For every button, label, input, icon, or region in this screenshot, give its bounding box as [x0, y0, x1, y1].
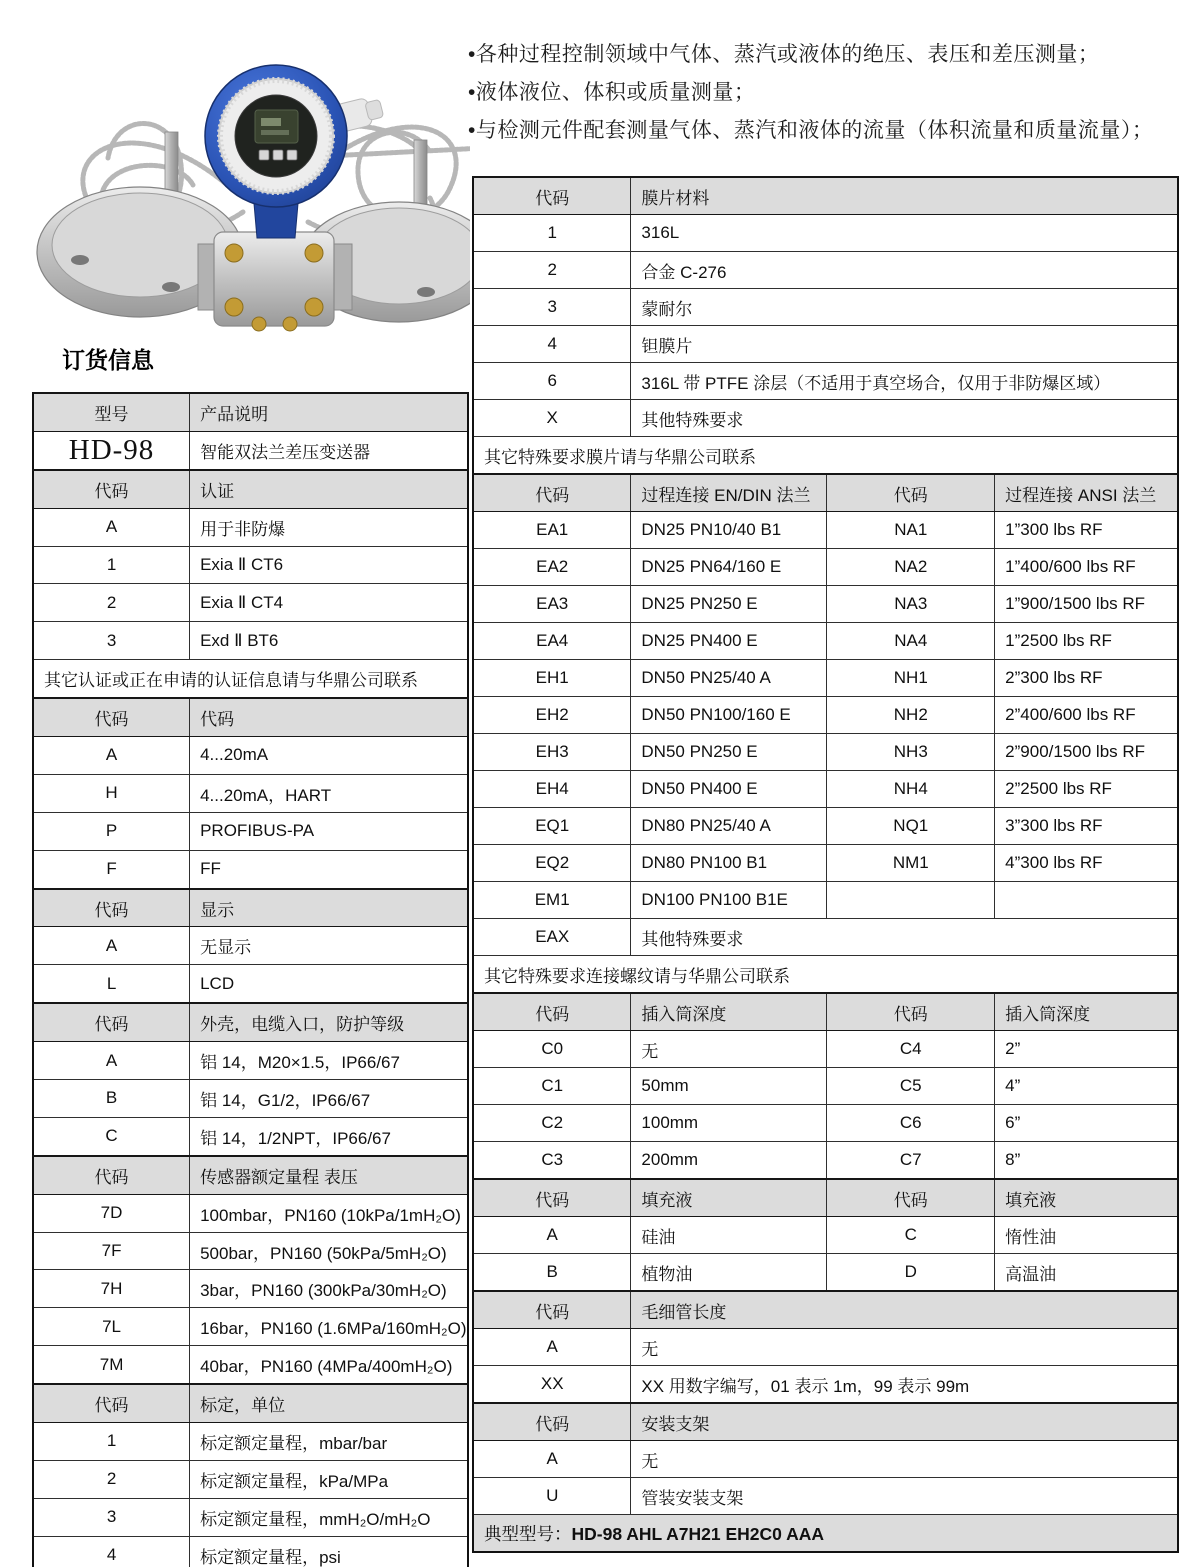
description-cell: 316L [631, 215, 1178, 252]
description-cell: 3bar，PN160 (300kPa/30mH₂O) [190, 1270, 468, 1308]
table-row [473, 1254, 1178, 1292]
code-cell: C6 [827, 1105, 995, 1142]
description-cell [995, 882, 1178, 919]
table-row [33, 812, 468, 850]
code-cell: EAX [473, 919, 631, 956]
column-header-cell: 代码 [33, 889, 190, 927]
description-cell: 316L 带 PTFE 涂层（不适用于真空场合，仅用于非防爆区域） [631, 363, 1178, 400]
description-cell: 2” [995, 1031, 1178, 1068]
code-cell: NH4 [827, 771, 995, 808]
table-row [473, 215, 1178, 252]
table-row [33, 965, 468, 1003]
column-header-cell: 填充液 [995, 1179, 1178, 1217]
code-cell: 3 [33, 622, 190, 660]
lcd-display [255, 110, 298, 143]
feature-item: •各种过程控制领域中气体、蒸汽或液体的绝压、表压和差压测量； [468, 43, 1100, 66]
table-row [473, 289, 1178, 326]
code-cell: NA1 [827, 512, 995, 549]
code-cell: EH4 [473, 771, 631, 808]
section-header-row [33, 393, 468, 431]
table-row [33, 1270, 468, 1308]
table-row [33, 1232, 468, 1270]
column-header-cell: 代码 [33, 1003, 190, 1041]
table-row [473, 734, 1178, 771]
description-cell: 200mm [631, 1142, 827, 1180]
code-cell: 7M [33, 1346, 190, 1384]
description-cell: DN80 PN100 B1 [631, 845, 827, 882]
description-cell: 无 [631, 1441, 1178, 1478]
code-cell: HD-98 [33, 431, 190, 469]
code-cell: C1 [473, 1068, 631, 1105]
section-header-row [33, 1003, 468, 1041]
section-header-row [33, 1156, 468, 1194]
description-cell: 标定额定量程，mbar/bar [190, 1423, 468, 1461]
table-row [33, 1308, 468, 1346]
description-cell: PROFIBUS-PA [190, 812, 468, 850]
code-cell: EA2 [473, 549, 631, 586]
feature-item: •与检测元件配套测量气体、蒸汽和液体的流量（体积流量和质量流量）； [468, 119, 1154, 142]
code-cell: 3 [33, 1498, 190, 1536]
description-cell: 其他特殊要求 [631, 919, 1178, 956]
section-header-row [473, 1291, 1178, 1329]
code-cell: EQ2 [473, 845, 631, 882]
description-cell: 4...20mA [190, 737, 468, 775]
description-cell: 标定额定量程，mmH₂O/mH₂O [190, 1498, 468, 1536]
code-cell: 7F [33, 1232, 190, 1270]
table-row [33, 546, 468, 584]
code-cell: 1 [33, 1423, 190, 1461]
code-cell: NQ1 [827, 808, 995, 845]
column-header-cell: 代码 [827, 1179, 995, 1217]
code-cell: NA3 [827, 586, 995, 623]
table-row [473, 1478, 1178, 1515]
code-cell: U [473, 1478, 631, 1515]
description-cell: 2”300 lbs RF [995, 660, 1178, 697]
description-cell: 其他特殊要求 [631, 400, 1178, 437]
table-row [33, 660, 468, 698]
code-cell: B [473, 1254, 631, 1292]
code-cell: EA1 [473, 512, 631, 549]
ordering-table-left [32, 392, 469, 1567]
description-cell: 其它特殊要求连接螺纹请与华鼎公司联系 [473, 956, 1178, 994]
ordering-table-right [472, 176, 1179, 1553]
code-cell: C4 [827, 1031, 995, 1068]
code-cell: 3 [473, 289, 631, 326]
table-row [33, 508, 468, 546]
description-cell: 4” [995, 1068, 1178, 1105]
table-row [473, 1366, 1178, 1404]
ordering-table-right-grid [472, 176, 1179, 1553]
column-header-cell: 显示 [190, 889, 468, 927]
code-cell: X [473, 400, 631, 437]
description-cell: 4”300 lbs RF [995, 845, 1178, 882]
column-header-cell: 安装支架 [631, 1403, 1178, 1441]
column-header-cell: 代码 [33, 1156, 190, 1194]
code-cell: NA4 [827, 623, 995, 660]
code-cell [827, 882, 995, 919]
description-cell: 2”400/600 lbs RF [995, 697, 1178, 734]
table-row [473, 326, 1178, 363]
code-cell: A [33, 927, 190, 965]
code-cell: A [473, 1329, 631, 1366]
description-cell: DN25 PN64/160 E [631, 549, 827, 586]
code-cell: C [827, 1217, 995, 1254]
code-cell: B [33, 1080, 190, 1118]
code-cell: NA2 [827, 549, 995, 586]
column-header-cell: 代码 [33, 698, 190, 736]
column-header-cell: 膜片材料 [631, 177, 1178, 215]
description-cell: 无 [631, 1031, 827, 1068]
description-cell: 1”900/1500 lbs RF [995, 586, 1178, 623]
code-cell: 7H [33, 1270, 190, 1308]
table-row [33, 927, 468, 965]
section-header-row [473, 993, 1178, 1031]
column-header-cell: 代码 [473, 1403, 631, 1441]
description-cell: 1”300 lbs RF [995, 512, 1178, 549]
column-header-cell: 过程连接 ANSI 法兰 [995, 474, 1178, 512]
description-cell: 2”2500 lbs RF [995, 771, 1178, 808]
code-cell: NM1 [827, 845, 995, 882]
table-row [473, 919, 1178, 956]
table-row [473, 771, 1178, 808]
code-cell: C [33, 1117, 190, 1155]
local-buttons [259, 150, 297, 160]
column-header-cell: 代码 [827, 993, 995, 1031]
description-cell: 其它特殊要求膜片请与华鼎公司联系 [473, 437, 1178, 475]
column-header-cell: 填充液 [631, 1179, 827, 1217]
product-photo [28, 40, 470, 338]
code-cell: A [33, 1042, 190, 1080]
table-row [473, 1142, 1178, 1180]
description-cell: 其它认证或正在申请的认证信息请与华鼎公司联系 [33, 660, 468, 698]
description-cell [473, 1515, 1178, 1553]
code-cell: EM1 [473, 882, 631, 919]
table-row [473, 623, 1178, 660]
description-cell: 铝 14，G1/2，IP66/67 [190, 1080, 468, 1118]
table-row [33, 584, 468, 622]
code-cell: 2 [473, 252, 631, 289]
code-cell: EA3 [473, 586, 631, 623]
section-header-row [33, 889, 468, 927]
table-row [33, 1423, 468, 1461]
column-header-cell: 认证 [190, 470, 468, 508]
code-cell: EH2 [473, 697, 631, 734]
code-cell: F [33, 850, 190, 888]
table-row [473, 512, 1178, 549]
table-row [33, 774, 468, 812]
description-cell: 1”400/600 lbs RF [995, 549, 1178, 586]
description-cell: 1”2500 lbs RF [995, 623, 1178, 660]
code-cell: EH1 [473, 660, 631, 697]
section-header-row [473, 474, 1178, 512]
description-cell: 合金 C-276 [631, 252, 1178, 289]
description-cell: 铝 14，M20×1.5，IP66/67 [190, 1042, 468, 1080]
column-header-cell: 代码 [33, 1384, 190, 1422]
section-header-row [473, 1179, 1178, 1217]
code-cell: H [33, 774, 190, 812]
column-header-cell: 代码 [473, 474, 631, 512]
description-cell: 植物油 [631, 1254, 827, 1292]
description-cell: 无显示 [190, 927, 468, 965]
code-cell: NH2 [827, 697, 995, 734]
column-header-cell: 代码 [473, 993, 631, 1031]
description-cell: 50mm [631, 1068, 827, 1105]
table-row [473, 660, 1178, 697]
column-header-cell: 插入筒深度 [995, 993, 1178, 1031]
code-cell: A [33, 508, 190, 546]
code-cell: 6 [473, 363, 631, 400]
section-header-row [33, 470, 468, 508]
description-cell: 500bar，PN160 (50kPa/5mH₂O) [190, 1232, 468, 1270]
table-row [473, 437, 1178, 475]
typical-model-row [473, 1515, 1178, 1553]
description-cell: DN50 PN100/160 E [631, 697, 827, 734]
table-row [473, 1329, 1178, 1366]
table-row [473, 1105, 1178, 1142]
description-cell: 蒙耐尔 [631, 289, 1178, 326]
description-cell: 铝 14，1/2NPT，IP66/67 [190, 1117, 468, 1155]
description-cell: DN50 PN25/40 A [631, 660, 827, 697]
table-row [473, 586, 1178, 623]
column-header-cell: 过程连接 EN/DIN 法兰 [631, 474, 827, 512]
table-row [33, 431, 468, 469]
description-cell: 高温油 [995, 1254, 1178, 1292]
description-cell: 6” [995, 1105, 1178, 1142]
table-row [473, 400, 1178, 437]
transmitter-head [205, 65, 347, 207]
description-cell: 2”900/1500 lbs RF [995, 734, 1178, 771]
code-cell: XX [473, 1366, 631, 1404]
description-cell: 8” [995, 1142, 1178, 1180]
table-row [33, 1536, 468, 1567]
code-cell: L [33, 965, 190, 1003]
description-cell: 100mm [631, 1105, 827, 1142]
code-cell: 2 [33, 584, 190, 622]
description-cell: DN80 PN25/40 A [631, 808, 827, 845]
code-cell: C5 [827, 1068, 995, 1105]
code-cell: 1 [33, 546, 190, 584]
code-cell: 1 [473, 215, 631, 252]
section-header-row [473, 177, 1178, 215]
table-row [33, 850, 468, 888]
column-header-cell: 代码 [827, 474, 995, 512]
description-cell: Exd Ⅱ BT6 [190, 622, 468, 660]
code-cell: D [827, 1254, 995, 1292]
code-cell: A [473, 1217, 631, 1254]
description-cell: Exia Ⅱ CT6 [190, 546, 468, 584]
code-cell: C0 [473, 1031, 631, 1068]
section-header-row [33, 1384, 468, 1422]
code-cell: 7L [33, 1308, 190, 1346]
table-row [33, 1498, 468, 1536]
column-header-cell: 毛细管长度 [631, 1291, 1178, 1329]
table-row [473, 1031, 1178, 1068]
table-row [33, 1346, 468, 1384]
sensor-body [198, 232, 352, 331]
table-row [473, 1068, 1178, 1105]
code-cell: P [33, 812, 190, 850]
description-cell: 16bar，PN160 (1.6MPa/160mH₂O) [190, 1308, 468, 1346]
description-cell: FF [190, 850, 468, 888]
description-cell: DN25 PN250 E [631, 586, 827, 623]
description-cell: 4...20mA，HART [190, 774, 468, 812]
code-cell: EQ1 [473, 808, 631, 845]
code-cell: A [473, 1441, 631, 1478]
column-header-cell: 传感器额定量程 表压 [190, 1156, 468, 1194]
description-cell: 钽膜片 [631, 326, 1178, 363]
description-cell: DN50 PN400 E [631, 771, 827, 808]
table-row [473, 697, 1178, 734]
table-row [473, 363, 1178, 400]
table-row [473, 1217, 1178, 1254]
column-header-cell: 代码 [473, 177, 631, 215]
table-row [473, 808, 1178, 845]
table-row [473, 252, 1178, 289]
feature-list [468, 36, 1198, 150]
section-title: 订货信息 [62, 347, 154, 373]
column-header-cell: 代码 [190, 698, 468, 736]
table-row [473, 845, 1178, 882]
column-header-cell: 产品说明 [190, 393, 468, 431]
table-row [473, 882, 1178, 919]
transmitter-photo-illustration [28, 40, 470, 338]
table-row [33, 1080, 468, 1118]
column-header-cell: 代码 [33, 470, 190, 508]
code-cell: C7 [827, 1142, 995, 1180]
code-cell: 4 [473, 326, 631, 363]
typical-model-label: 典型型号： [484, 1523, 572, 1544]
code-cell: C3 [473, 1142, 631, 1180]
table-row [33, 622, 468, 660]
table-row [473, 549, 1178, 586]
description-cell: 100mbar，PN160 (10kPa/1mH₂O) [190, 1194, 468, 1232]
description-cell: 惰性油 [995, 1217, 1178, 1254]
feature-item: •液体液位、体积或质量测量； [468, 81, 756, 104]
code-cell: 7D [33, 1194, 190, 1232]
description-cell: 3”300 lbs RF [995, 808, 1178, 845]
column-header-cell: 插入筒深度 [631, 993, 827, 1031]
section-header-row [33, 698, 468, 736]
description-cell: Exia Ⅱ CT4 [190, 584, 468, 622]
description-cell: 40bar，PN160 (4MPa/400mH₂O) [190, 1346, 468, 1384]
description-cell: 管装安装支架 [631, 1478, 1178, 1515]
code-cell: EA4 [473, 623, 631, 660]
code-cell: A [33, 737, 190, 775]
code-cell: NH1 [827, 660, 995, 697]
section-header-row [473, 1403, 1178, 1441]
table-row [33, 737, 468, 775]
description-cell: LCD [190, 965, 468, 1003]
code-cell: C2 [473, 1105, 631, 1142]
column-header-cell: 代码 [473, 1179, 631, 1217]
column-header-cell: 外壳，电缆入口，防护等级 [190, 1003, 468, 1041]
table-row [473, 1441, 1178, 1478]
description-cell: 用于非防爆 [190, 508, 468, 546]
typical-model-code: HD-98 AHL A7H21 EH2C0 AAA [571, 1523, 825, 1544]
description-cell: 标定额定量程，psi [190, 1536, 468, 1567]
column-header-cell: 标定，单位 [190, 1384, 468, 1422]
description-cell: DN50 PN250 E [631, 734, 827, 771]
description-cell: 无 [631, 1329, 1178, 1366]
table-row [473, 956, 1178, 994]
description-cell: 标定额定量程，kPa/MPa [190, 1460, 468, 1498]
column-header-cell: 型号 [33, 393, 190, 431]
description-cell: 硅油 [631, 1217, 827, 1254]
column-header-cell: 代码 [473, 1291, 631, 1329]
description-cell: DN25 PN10/40 B1 [631, 512, 827, 549]
code-cell: 4 [33, 1536, 190, 1567]
ordering-table-left-grid [32, 392, 469, 1567]
description-cell: DN100 PN100 B1E [631, 882, 827, 919]
description-cell: DN25 PN400 E [631, 623, 827, 660]
table-row [33, 1117, 468, 1155]
table-row [33, 1460, 468, 1498]
code-cell: NH3 [827, 734, 995, 771]
code-cell: EH3 [473, 734, 631, 771]
table-row [33, 1194, 468, 1232]
code-cell: 2 [33, 1460, 190, 1498]
description-cell: 智能双法兰差压变送器 [190, 431, 468, 469]
table-row [33, 1042, 468, 1080]
description-cell: XX 用数字编写，01 表示 1m，99 表示 99m [631, 1366, 1178, 1404]
